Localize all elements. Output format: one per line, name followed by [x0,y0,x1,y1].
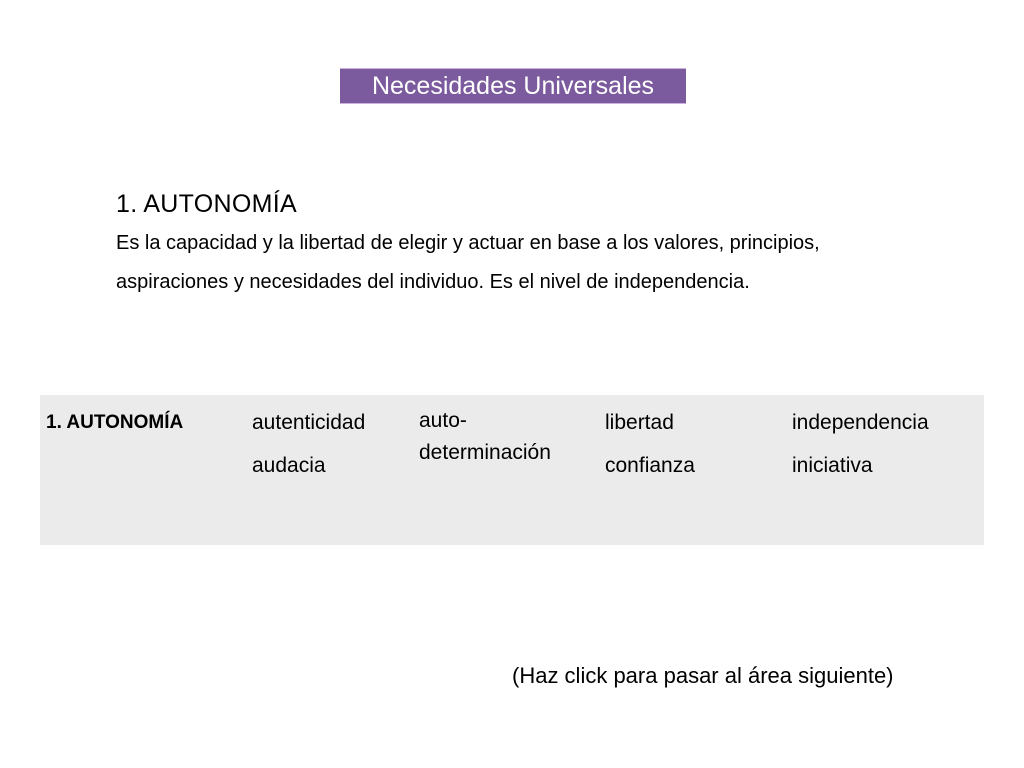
page-title: Necesidades Universales [340,68,686,104]
next-area-link[interactable]: (Haz click para pasar al área siguiente) [512,663,894,688]
table-column-2 [419,405,551,469]
row-label: 1. AUTONOMÍA [46,412,184,433]
table-column-4 [792,401,929,487]
table-cell: independencia [792,411,929,434]
table-cell: iniciativa [792,454,873,477]
table-cell: confianza [605,454,695,477]
table-column-1 [252,401,365,487]
table-column-3 [605,401,695,487]
section-heading: 1. AUTONOMÍA [116,190,297,218]
section-description: Es la capacidad y la libertad de elegir y actuar en base a los valores, principios, aspiraciones y necesidades del individuo. Es el nivel de independencia. [116,232,820,293]
table-cell: autenticidad [252,411,366,434]
table-cell: determinación [419,441,551,464]
section-autonomia [116,186,906,302]
table-row-label [46,401,183,444]
table-cell: libertad [605,411,674,434]
needs-table [40,395,984,545]
table-cell: audacia [252,454,326,477]
table-cell: auto- [419,409,467,432]
